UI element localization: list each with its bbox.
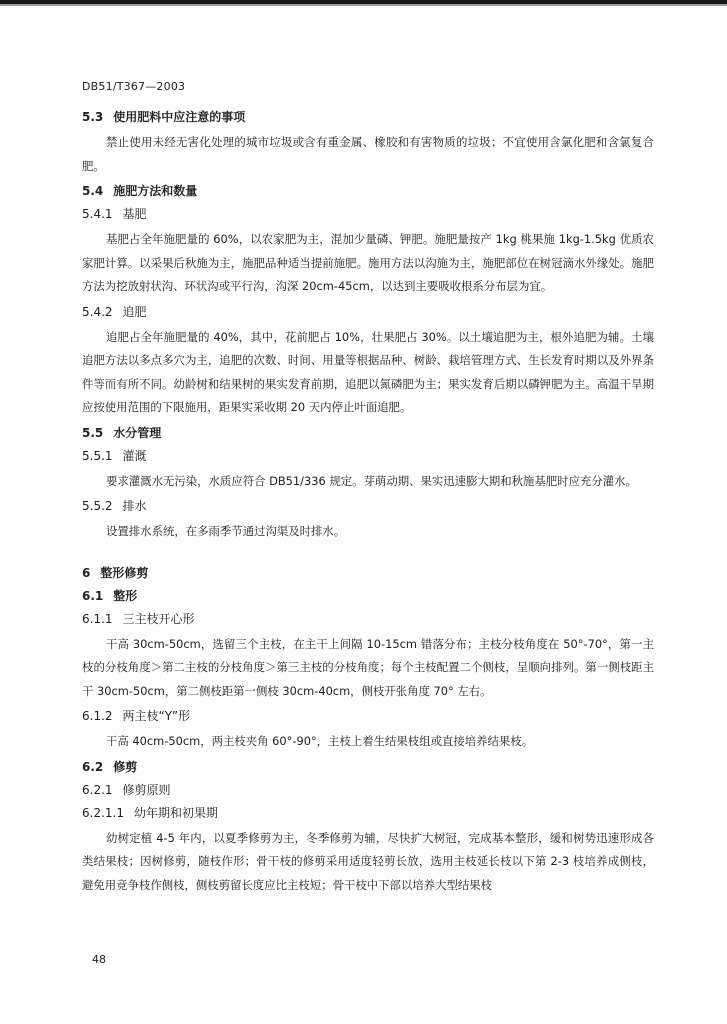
section-heading <box>82 303 654 321</box>
section-number: 5.5.2 <box>82 499 113 513</box>
section-heading <box>82 205 654 223</box>
section-paragraph: 幼树定植 4-5 年内，以夏季修剪为主，冬季修剪为辅，尽快扩大树冠，完成基本整形，缓和树势迅速形成各类结果枝；因树修剪，随枝作形；骨干枝的修剪采用适度轻剪长放，选用主枝延长枝以下第 2-3 枝培养成侧枝，避免用竞争枝作侧枝，侧枝剪留长度应比主枝短；骨干枝中下部以培养大型结果枝 <box>82 830 654 892</box>
section-title: 幼年期和初果期 <box>133 805 218 820</box>
section-title: 基肥 <box>122 207 147 221</box>
document-body <box>82 108 654 901</box>
section-number: 5.4.1 <box>82 207 113 221</box>
section-title: 使用肥料中应注意的事项 <box>113 110 246 124</box>
section-heading <box>82 781 654 799</box>
section-heading <box>82 564 654 582</box>
section-heading <box>82 804 654 822</box>
section-title: 三主枝开心形 <box>122 611 195 626</box>
section-heading <box>82 758 654 776</box>
section-title: 整形修剪 <box>100 565 149 580</box>
section-number: 5.5 <box>82 425 104 440</box>
section-title: 修剪原则 <box>122 782 171 797</box>
section-heading <box>82 447 654 465</box>
section-number: 6.2.1 <box>82 782 113 797</box>
section-title: 追肥 <box>122 304 147 319</box>
section-number: 5.5.1 <box>82 448 113 463</box>
section-paragraph: 基肥占全年施肥量的 60%，以农家肥为主，混加少量磷、钾肥。施肥量按产 1kg 桃果施 1kg-1.5kg 优质农家肥计算。以采果后秋施为主，施肥品种适当提前施肥。施用方法以沟施为主，施肥部位在树冠滴水外缘处。施肥方法为挖放射状沟、环状沟或平行沟，沟深 20cm-45cm，以达到主要吸收根系分布层为宜。 <box>82 232 654 293</box>
section-heading <box>82 182 654 200</box>
section-number: 6.2 <box>82 759 104 774</box>
section-title: 排水 <box>122 499 147 513</box>
section-title: 灌溉 <box>122 448 147 463</box>
section-gap <box>82 548 654 564</box>
section-number: 6.2.1.1 <box>82 805 124 820</box>
section-paragraph: 设置排水系统，在多雨季节通过沟渠及时排水。 <box>106 524 346 538</box>
section-heading <box>82 497 654 515</box>
section-paragraph: 追肥占全年施肥量的 40%，其中，花前肥占 10%，壮果肥占 30%。以土壤追肥为主，根外追肥为辅。土壤追肥方法以多点多穴为主，追肥的次数、时间、用量等根据品种、树龄、栽培管理方式、生长发育时期以及外界条件等而有所不同。幼龄树和结果树的果实发育前期，追肥以氮磷肥为主；果实发育后期以磷钾肥为主。高温干旱期应按使用范围的下限施用，距果实采收期 20 天内停止叶面追肥。 <box>82 329 654 414</box>
section-paragraph: 干高 40cm-50cm，两主枝夹角 60°-90°，主枝上着生结果枝组或直接培养结果枝。 <box>106 734 534 748</box>
section-paragraph: 要求灌溉水无污染，水质应符合 DB51/336 规定。芽萌动期、果实迅速膨大期和秋施基肥时应充分灌水。 <box>106 473 637 488</box>
section-title: 整形 <box>113 588 138 603</box>
section-paragraph: 干高 30cm-50cm，选留三个主枝，在主干上间隔 10-15cm 错落分布；主枝分枝角度在 50°-70°，第一主枝的分枝角度＞第二主枝的分枝角度＞第三主枝的分枝角度；每个主枝配置二个侧枝，呈顺向排列。第一侧枝距主干 30cm-50cm，第二侧枝距第一侧枝 30cm-40cm，侧枝开张角度 70° 左右。 <box>82 636 654 698</box>
section-heading <box>82 707 654 725</box>
section-number: 6.1 <box>82 588 104 603</box>
section-title: 施肥方法和数量 <box>113 184 198 198</box>
section-heading <box>82 587 654 605</box>
section-number: 5.3 <box>82 110 104 124</box>
section-number: 6 <box>82 565 91 580</box>
section-title: 水分管理 <box>113 425 162 440</box>
section-paragraph: 禁止使用未经无害化处理的城市垃圾或含有重金属、橡胶和有害物质的垃圾；不宜使用含氯化肥和含氯复合肥。 <box>82 135 654 173</box>
document-code: DB51/T367—2003 <box>82 80 186 93</box>
section-number: 6.1.1 <box>82 611 113 626</box>
section-heading <box>82 424 654 442</box>
section-number: 6.1.2 <box>82 709 113 723</box>
section-number: 5.4.2 <box>82 304 113 319</box>
scan-top-shadow <box>0 4 727 6</box>
section-heading <box>82 108 654 126</box>
section-title: 修剪 <box>113 759 138 774</box>
section-number: 5.4 <box>82 184 104 198</box>
section-heading <box>82 610 654 628</box>
section-title: 两主枝“Y”形 <box>122 709 191 723</box>
page-number: 48 <box>92 953 106 966</box>
